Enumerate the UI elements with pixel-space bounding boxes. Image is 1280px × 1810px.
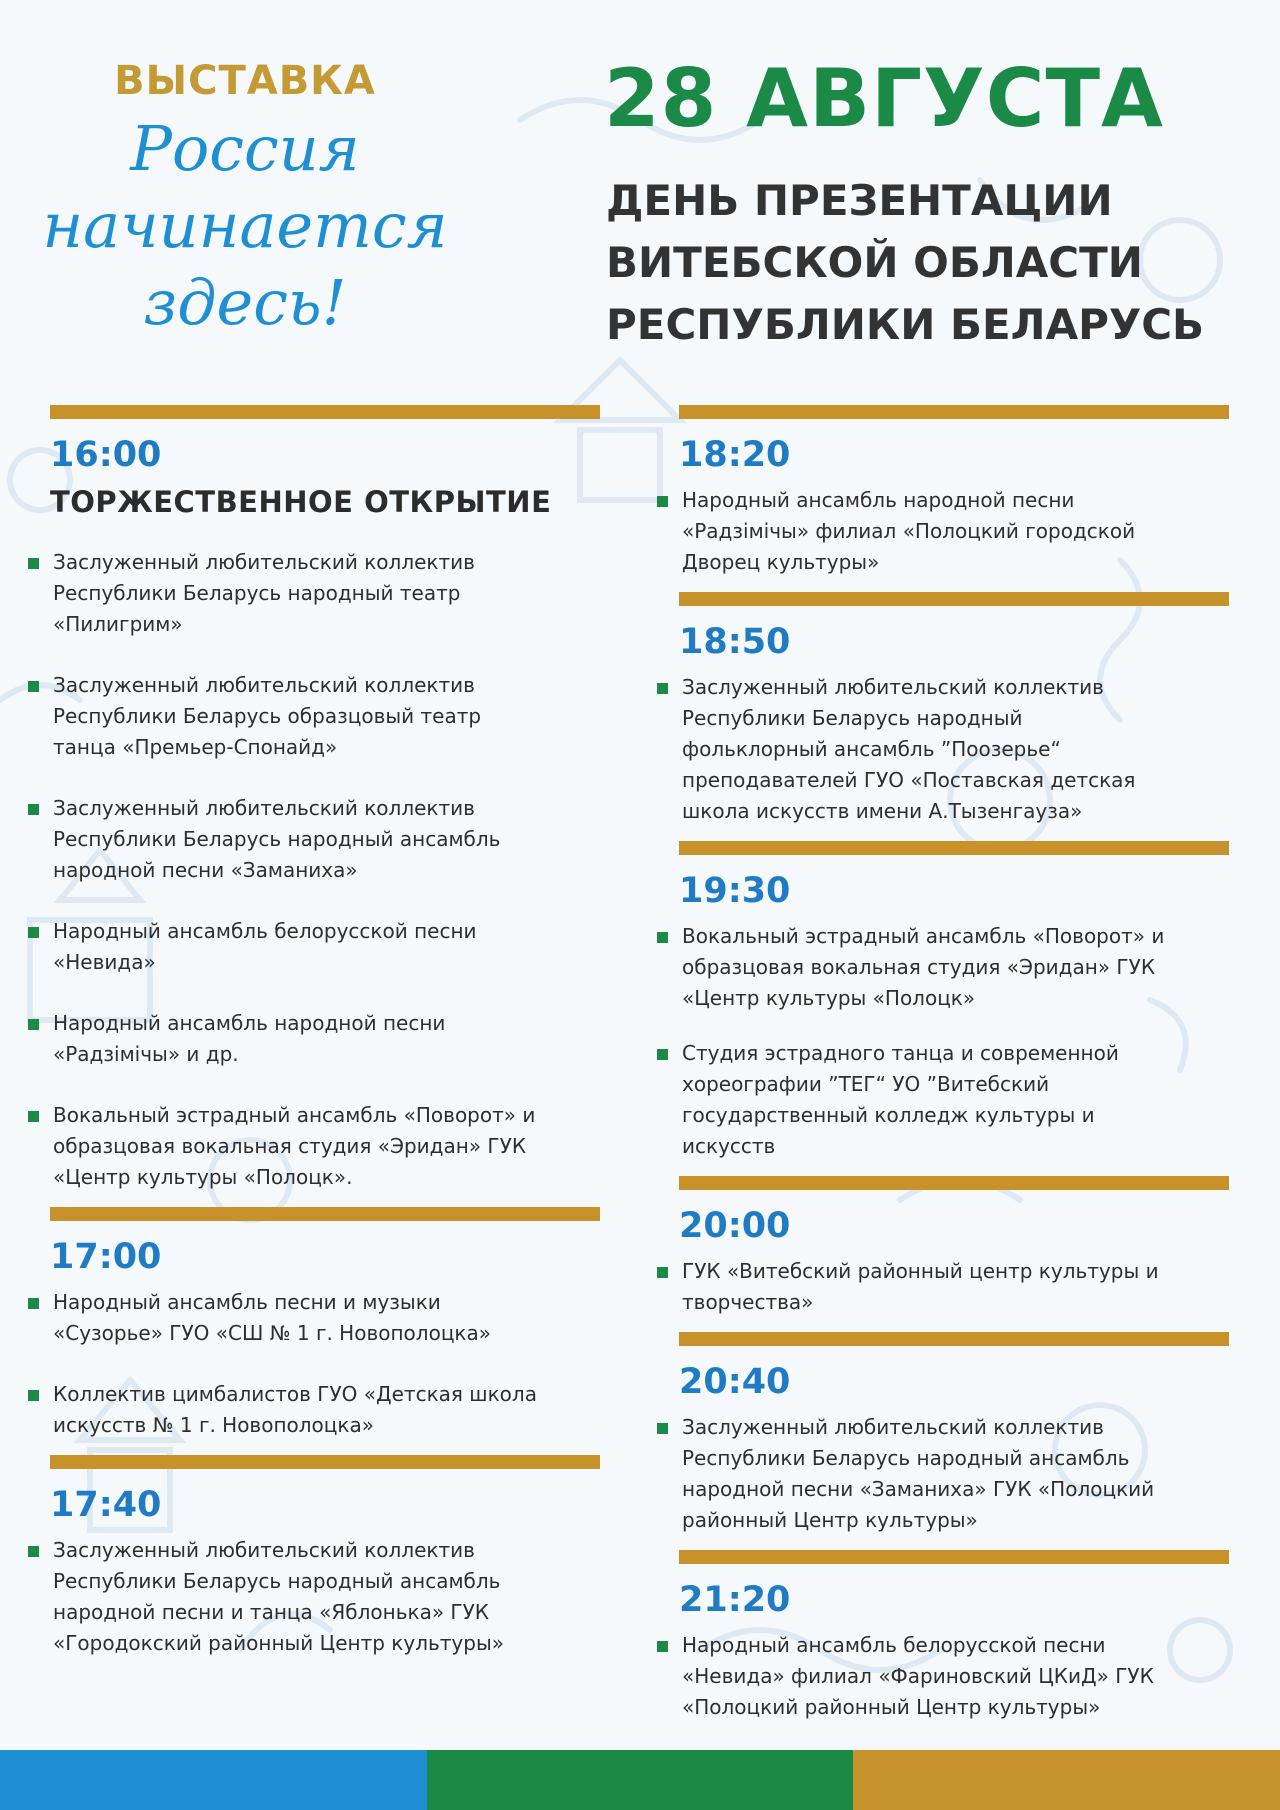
section-divider — [679, 405, 1229, 419]
performer-item — [655, 1256, 1230, 1318]
footer-band-blue — [0, 1750, 427, 1810]
footer-band-gold — [853, 1750, 1280, 1810]
performer-line: школа искусств имени А.Тызенгауза» — [682, 799, 1083, 823]
bullet-square — [28, 927, 39, 938]
section-divider — [50, 1207, 600, 1221]
section-heading: ТОРЖЕСТВЕННОЕ ОТКРЫТИЕ — [50, 485, 552, 519]
performer-line: образцовая вокальная студия «Эридан» ГУК — [682, 955, 1156, 979]
performer-line: Заслуженный любительский коллектив — [53, 550, 475, 574]
performer-line: государственный колледж культуры и — [682, 1103, 1095, 1127]
performer-line: «Невида» — [53, 950, 156, 974]
performer-line: районный Центр культуры» — [682, 1508, 978, 1532]
performer-line: Заслуженный любительский коллектив — [682, 675, 1104, 699]
slogan-line-3: здесь! — [143, 266, 347, 339]
bullet-square — [657, 1423, 668, 1434]
performer-line: «Радзімічы» филиал «Полоцкий городской — [682, 519, 1136, 543]
performer-line: Республики Беларусь народный ансамбль — [53, 1569, 501, 1593]
performer-line: «Радзімічы» и др. — [53, 1042, 239, 1066]
section-divider — [679, 841, 1229, 855]
subtitle-line-2: ВИТЕБСКОЙ ОБЛАСТИ — [606, 238, 1143, 287]
performer-line: искусств — [682, 1134, 776, 1158]
subtitle-line-1: ДЕНЬ ПРЕЗЕНТАЦИИ — [606, 176, 1113, 225]
performer-line: Народный ансамбль песни и музыки — [53, 1290, 441, 1314]
performer-line: Народный ансамбль белорусской песни — [53, 919, 477, 943]
bullet-square — [657, 683, 668, 694]
performer-line: народной песни и танца «Яблонька» ГУК — [53, 1600, 489, 1624]
bullet-square — [657, 932, 668, 943]
bullet-square — [657, 1641, 668, 1652]
performer-item — [655, 1038, 1230, 1162]
performer-line: «Сузорье» ГУО «СШ № 1 г. Новополоцка» — [53, 1321, 491, 1345]
schedule-left-column — [26, 405, 601, 1673]
performer-line: Вокальный эстрадный ансамбль «Поворот» и — [53, 1103, 536, 1127]
performer-line: Народный ансамбль народной песни — [682, 488, 1075, 512]
time-slot: 18:20 — [679, 435, 791, 475]
bullet-square — [657, 496, 668, 507]
performer-item — [655, 485, 1230, 578]
performer-line: Народный ансамбль народной песни — [53, 1011, 446, 1035]
bullet-square — [657, 1049, 668, 1060]
performer-item — [26, 547, 601, 640]
bullet-square — [28, 558, 39, 569]
time-slot: 20:00 — [679, 1206, 791, 1246]
performer-line: Вокальный эстрадный ансамбль «Поворот» и — [682, 924, 1165, 948]
time-slot: 17:40 — [50, 1485, 162, 1525]
performer-line: Студия эстрадного танца и современной — [682, 1041, 1119, 1065]
footer-band-green — [427, 1750, 854, 1810]
performer-item — [655, 921, 1230, 1014]
performer-item — [26, 1008, 601, 1070]
bullet-square — [28, 1019, 39, 1030]
section-divider — [679, 1176, 1229, 1190]
schedule-right-column — [655, 405, 1230, 1737]
bullet-square — [28, 1546, 39, 1557]
performer-line: преподавателей ГУО «Поставская детская — [682, 768, 1136, 792]
bullet-square — [28, 1390, 39, 1401]
performer-item — [26, 1100, 601, 1193]
bullet-square — [28, 681, 39, 692]
performer-line: Заслуженный любительский коллектив — [53, 796, 475, 820]
performer-line: образцовая вокальная студия «Эридан» ГУК — [53, 1134, 527, 1158]
performer-item — [26, 793, 601, 886]
performer-line: Республики Беларусь народный театр — [53, 581, 461, 605]
performer-line: «Пилигрим» — [53, 612, 183, 636]
time-slot: 18:50 — [679, 622, 791, 662]
exhibition-label: ВЫСТАВКА — [114, 58, 376, 104]
performer-item — [26, 1379, 601, 1441]
performer-line: танца «Премьер-Спонайд» — [53, 735, 338, 759]
section-divider — [679, 1550, 1229, 1564]
performer-line: Республики Беларусь народный ансамбль — [682, 1446, 1130, 1470]
bullet-square — [28, 1111, 39, 1122]
time-slot: 17:00 — [50, 1237, 162, 1277]
performer-item — [26, 1535, 601, 1659]
time-slot: 21:20 — [679, 1580, 791, 1620]
performer-line: Народный ансамбль белорусской песни — [682, 1633, 1106, 1657]
performer-line: «Невида» филиал «Фариновский ЦКиД» ГУК — [682, 1664, 1154, 1688]
performer-item — [655, 672, 1230, 827]
time-slot: 16:00 — [50, 435, 162, 475]
performer-line: творчества» — [682, 1290, 814, 1314]
performer-line: «Полоцкий районный Центр культуры» — [682, 1695, 1101, 1719]
performer-line: «Городокский районный Центр культуры» — [53, 1631, 504, 1655]
bullet-square — [28, 804, 39, 815]
performer-line: искусств № 1 г. Новополоцка» — [53, 1413, 374, 1437]
performer-line: Заслуженный любительский коллектив — [53, 1538, 475, 1562]
event-date: 28 АВГУСТА — [604, 52, 1164, 145]
performer-line: «Центр культуры «Полоцк». — [53, 1165, 353, 1189]
performer-line: Дворец культуры» — [682, 550, 880, 574]
slogan-line-2: начинается — [42, 189, 448, 262]
performer-line: «Центр культуры «Полоцк» — [682, 986, 976, 1010]
performer-line: народной песни «Заманиха» ГУК «Полоцкий — [682, 1477, 1155, 1501]
performer-item — [655, 1412, 1230, 1536]
performer-line: Заслуженный любительский коллектив — [53, 673, 475, 697]
performer-line: народной песни «Заманиха» — [53, 858, 358, 882]
performer-line: Заслуженный любительский коллектив — [682, 1415, 1104, 1439]
slogan-line-1: Россия — [130, 112, 360, 185]
bullet-square — [28, 1298, 39, 1309]
performer-line: Республики Беларусь народный ансамбль — [53, 827, 501, 851]
performer-line: Республики Беларусь народный — [682, 706, 1023, 730]
performer-item — [26, 670, 601, 763]
time-slot: 20:40 — [679, 1362, 791, 1402]
performer-item — [655, 1630, 1230, 1723]
performer-item — [26, 1287, 601, 1349]
footer-color-bar — [0, 1750, 1280, 1810]
section-divider — [50, 405, 600, 419]
performer-line: хореографии ”ТЕГ“ УО ”Витебский — [682, 1072, 1050, 1096]
performer-line: Республики Беларусь образцовый театр — [53, 704, 482, 728]
performer-line: ГУК «Витебский районный центр культуры и — [682, 1259, 1159, 1283]
section-divider — [50, 1455, 600, 1469]
performer-line: Коллектив цимбалистов ГУО «Детская школа — [53, 1382, 537, 1406]
performer-item — [26, 916, 601, 978]
section-divider — [679, 592, 1229, 606]
section-divider — [679, 1332, 1229, 1346]
bullet-square — [657, 1267, 668, 1278]
performer-line: фольклорный ансамбль ”Поозерье“ — [682, 737, 1061, 761]
time-slot: 19:30 — [679, 871, 791, 911]
event-subtitle — [606, 170, 1204, 356]
subtitle-line-3: РЕСПУБЛИКИ БЕЛАРУСЬ — [606, 300, 1205, 349]
